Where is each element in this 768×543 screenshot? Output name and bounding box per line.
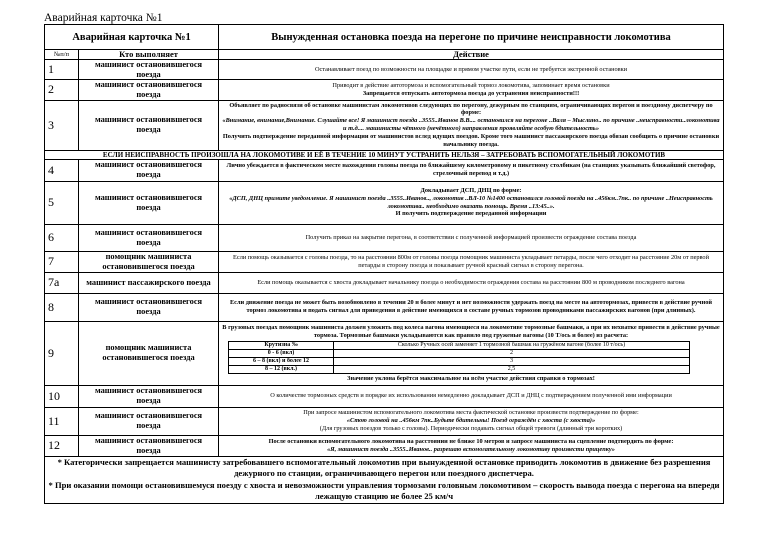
row-number: 8 <box>45 293 79 321</box>
row-action <box>219 60 724 80</box>
brake-shoe-table <box>228 341 690 374</box>
row-number: 7а <box>45 272 79 293</box>
slope-value: 8 – 12 (вкл.) <box>229 365 334 373</box>
row-action <box>219 251 724 272</box>
footer-notes <box>45 456 724 503</box>
action-line: Лично убеждается в фактическом месте нахождения головы поезда по ближайшему километровому и пикетному столбикам (на станциях указывать ближайший светофор, стрелочный перевод и т.д.) <box>226 162 716 178</box>
slope-value: 6 – 8 (вкл) и более 12 <box>229 357 334 365</box>
table-row <box>45 321 724 385</box>
row-action <box>219 100 724 150</box>
brake-shoe-row <box>229 349 690 357</box>
row-action <box>219 407 724 435</box>
count-value: 3 <box>334 357 690 365</box>
card-subject: Вынужденная остановка поезда на перегоне по причине неисправности локомотива <box>219 25 724 50</box>
table-row <box>45 159 724 181</box>
count-header: Сколько Ручных осей заменяет 1 тормозной башмак на гружёном вагоне (более 10 т/ось) <box>334 341 690 349</box>
report-form: «ДСП, ДНЦ примите уведомление. Я машинист поезда ..3555..Иванов.., локомотив ..ВЛ-10 №1400 остановился головой поезда на ..456км..7пк.. по причине ..Неисправность локомотива.. необходимо оказать помощь. Время ..13:45..». <box>229 194 713 210</box>
action-line: Если помощь оказывается с головы поезда, то на расстоянии 800м от головы поезда помощник машиниста укладывает петарды, после чего отходит на расстояние 20м от первой петарды в сторону поезда и показывает ручной красный сигнал в сторону перегона. <box>233 253 709 269</box>
row-number: 4 <box>45 159 79 181</box>
action-line: Докладывает ДСП, ДНЦ по форме: <box>420 186 522 194</box>
row-number: 11 <box>45 407 79 435</box>
action-line: Получить подтверждение переданной информации от машинистов вслед идущих поездов. Кроме того машинист пассажирского поезда обязан сообщить о причине остановки начальнику поезда. <box>222 132 720 148</box>
row-action <box>219 435 724 456</box>
row-executor: машинист остановившегося поезда <box>79 435 219 456</box>
table-row <box>45 80 724 100</box>
row-number: 7 <box>45 251 79 272</box>
card-title: Аварийная карточка №1 <box>45 25 219 50</box>
action-line: После остановки вспомогательного локомотива на расстоянии не ближе 10 метров и запросе машиниста на сцепление подтвердить по форме: <box>268 437 674 445</box>
action-line: Если движение поезда не может быть возобновлено в течении 20 н более минут и нет возможности удержать поезд на месте на автотормозах, привести в действие ручной тормоз локомотива и подать сигнал для приведения в действие имеющихся в составе ручных тормозов проводниками пассажирских вагонов (при длинных). <box>229 299 713 315</box>
row-executor: машинист остановившегося поезда <box>79 224 219 251</box>
row-action <box>219 385 724 407</box>
col-header-who: Кто выполняет <box>79 50 219 60</box>
row-action <box>219 272 724 293</box>
row-action <box>219 80 724 100</box>
row-number: 10 <box>45 385 79 407</box>
card-header-row <box>45 25 724 50</box>
row-executor: машинист остановившегося поезда <box>79 407 219 435</box>
footer-row <box>45 456 724 503</box>
row-action <box>219 224 724 251</box>
table-row <box>45 272 724 293</box>
row-number: 3 <box>45 100 79 150</box>
row-executor: машинист пассажирского поезда <box>79 272 219 293</box>
count-value: 2 <box>334 349 690 357</box>
row-number: 6 <box>45 224 79 251</box>
table-row <box>45 407 724 435</box>
table-row <box>45 293 724 321</box>
row-executor: машинист остановившегося поезда <box>79 385 219 407</box>
row-action <box>219 159 724 181</box>
page-label: Аварийная карточка №1 <box>44 12 163 24</box>
brake-shoe-header <box>229 341 690 349</box>
row-executor: машинист остановившегося поезда <box>79 159 219 181</box>
coupling-permission-form: «Я, машинист поезда ..3555..Иванов.. разрешаю вспомогательному локомотиву произвести прицепку» <box>327 445 615 453</box>
radio-announcement-form: «Внимание, внимание,Внимание. Слушайте все! Я машинист поезда ..3555..Иванов В.В.... остановился на перегоне ..Валя – Мыслино.. по причине ..неисправности..локомотива и т.д.... машинисты чётного (нечётного) направления проявляйте особую бдительность» <box>222 117 720 133</box>
slope-value: 0 - 6 (вкл) <box>229 349 334 357</box>
emergency-card-table <box>44 24 724 504</box>
action-line: Получить приказ на закрытие перегона, в соответствии с полученной информацией произвести ограждение состава поезда <box>305 233 637 241</box>
column-header-row <box>45 50 724 60</box>
brake-shoe-row <box>229 365 690 373</box>
row-executor: помощник машиниста остановившегося поезда <box>79 251 219 272</box>
row-number: 2 <box>45 80 79 100</box>
row-executor: машинист остановившегося поезда <box>79 100 219 150</box>
action-line: Объявляет по радиосвязи об остановке машинистам локомотивов следующих по перегону, дежурным по станциям, ограничивающих перегон и поездному диспетчеру по форме: <box>229 101 713 117</box>
action-line: (Для грузовых поездов только с головы). Периодически подавать сигнал общей тревоги (длинный три коротких) <box>319 425 623 433</box>
confirmation-form: «Стою головой на ..456км 7пк..Будьте бдительны! Поезд ограждён с хвоста (с хвоста)» <box>346 417 596 425</box>
row-action <box>219 321 724 385</box>
count-value: 2,5 <box>334 365 690 373</box>
brake-shoe-row <box>229 357 690 365</box>
slope-note: Значение уклона берётся максимальное на всём участке действия справки о тормозах! <box>347 374 595 382</box>
footer-note: * Категорически запрещается машинисту затребовавшего вспомогательный локомотив при вынужденной остановке приводить локомотив в движение без разрешения дежурного по станции, ограничивающего перегон или поездного диспетчера. <box>57 456 711 479</box>
col-header-num: №п/п <box>45 50 79 60</box>
row-executor: машинист остановившегося поезда <box>79 181 219 224</box>
row-number: 1 <box>45 60 79 80</box>
table-row <box>45 60 724 80</box>
table-row <box>45 435 724 456</box>
action-line: Приводит в действие автотормоза и вспомогательный тормоз локомотива, запоминает время остановки <box>332 82 610 90</box>
row-action <box>219 293 724 321</box>
row-executor: машинист остановившегося поезда <box>79 293 219 321</box>
row-executor: машинист остановившегося поезда <box>79 80 219 100</box>
table-row <box>45 224 724 251</box>
action-warning: Запрещается отпускать автотормоза поезда до устранения неисправности!!! <box>362 89 580 97</box>
action-line: Если помощь оказывается с хвоста докладывает начальнику поезда о необходимости ограждения состава на расстоянии 800 м проводником последнего вагона <box>257 278 685 286</box>
table-row <box>45 100 724 150</box>
action-line: О количестве тормозных средств и порядке их использования немедленно докладывает ДСП и ДНЦ с подтверждением полученной ими информации <box>270 392 672 400</box>
action-line: Останавливает поезд по возможности на площадке и прямом участке пути, если не требуется экстренной остановки <box>314 65 628 73</box>
divider-text: ЕСЛИ НЕИСПРАВНОСТЬ ПРОИЗОШЛА НА ЛОКОМОТИВЕ И ЕЁ В ТЕЧЕНИЕ 10 МИНУТ УСТРАНИТЬ НЕЛЬЗЯ – ЗАТРЕБОВАТЬ ВСПОМОГАТЕЛЬНЫЙ ЛОКОМОТИВ <box>45 150 724 159</box>
row-number: 12 <box>45 435 79 456</box>
table-row <box>45 385 724 407</box>
table-row <box>45 181 724 224</box>
footer-note: * При оказании помощи остановившемуся поезду с хвоста и невозможности управления тормозами головным локомотивом – скорость вывода поезда с перегона на впереди лежащую станцию не более 25 км/ч <box>48 479 720 502</box>
action-line: При запросе машинистом вспомогательного локомотива места фактической остановке произвести подтверждение по форме: <box>303 409 639 417</box>
row-executor: помощник машиниста остановившегося поезда <box>79 321 219 385</box>
divider-row <box>45 150 724 159</box>
row-number: 5 <box>45 181 79 224</box>
row-action <box>219 181 724 224</box>
action-line: И получить подтверждение переданной информации <box>395 210 547 218</box>
action-line: В грузовых поездах помощник машиниста должен уложить под колеса вагона имеющиеся на локомотиве тормозные башмаки, а при их нехватке привести в действие ручные тормоза. Тормозные башмаки укладываются как правило под груженые вагоны (10 Т/ось и более) из расчета: <box>222 323 720 339</box>
col-header-action: Действие <box>219 50 724 60</box>
row-executor: машинист остановившегося поезда <box>79 60 219 80</box>
row-number: 9 <box>45 321 79 385</box>
table-row <box>45 251 724 272</box>
slope-header: Крутизна ‰ <box>229 341 334 349</box>
